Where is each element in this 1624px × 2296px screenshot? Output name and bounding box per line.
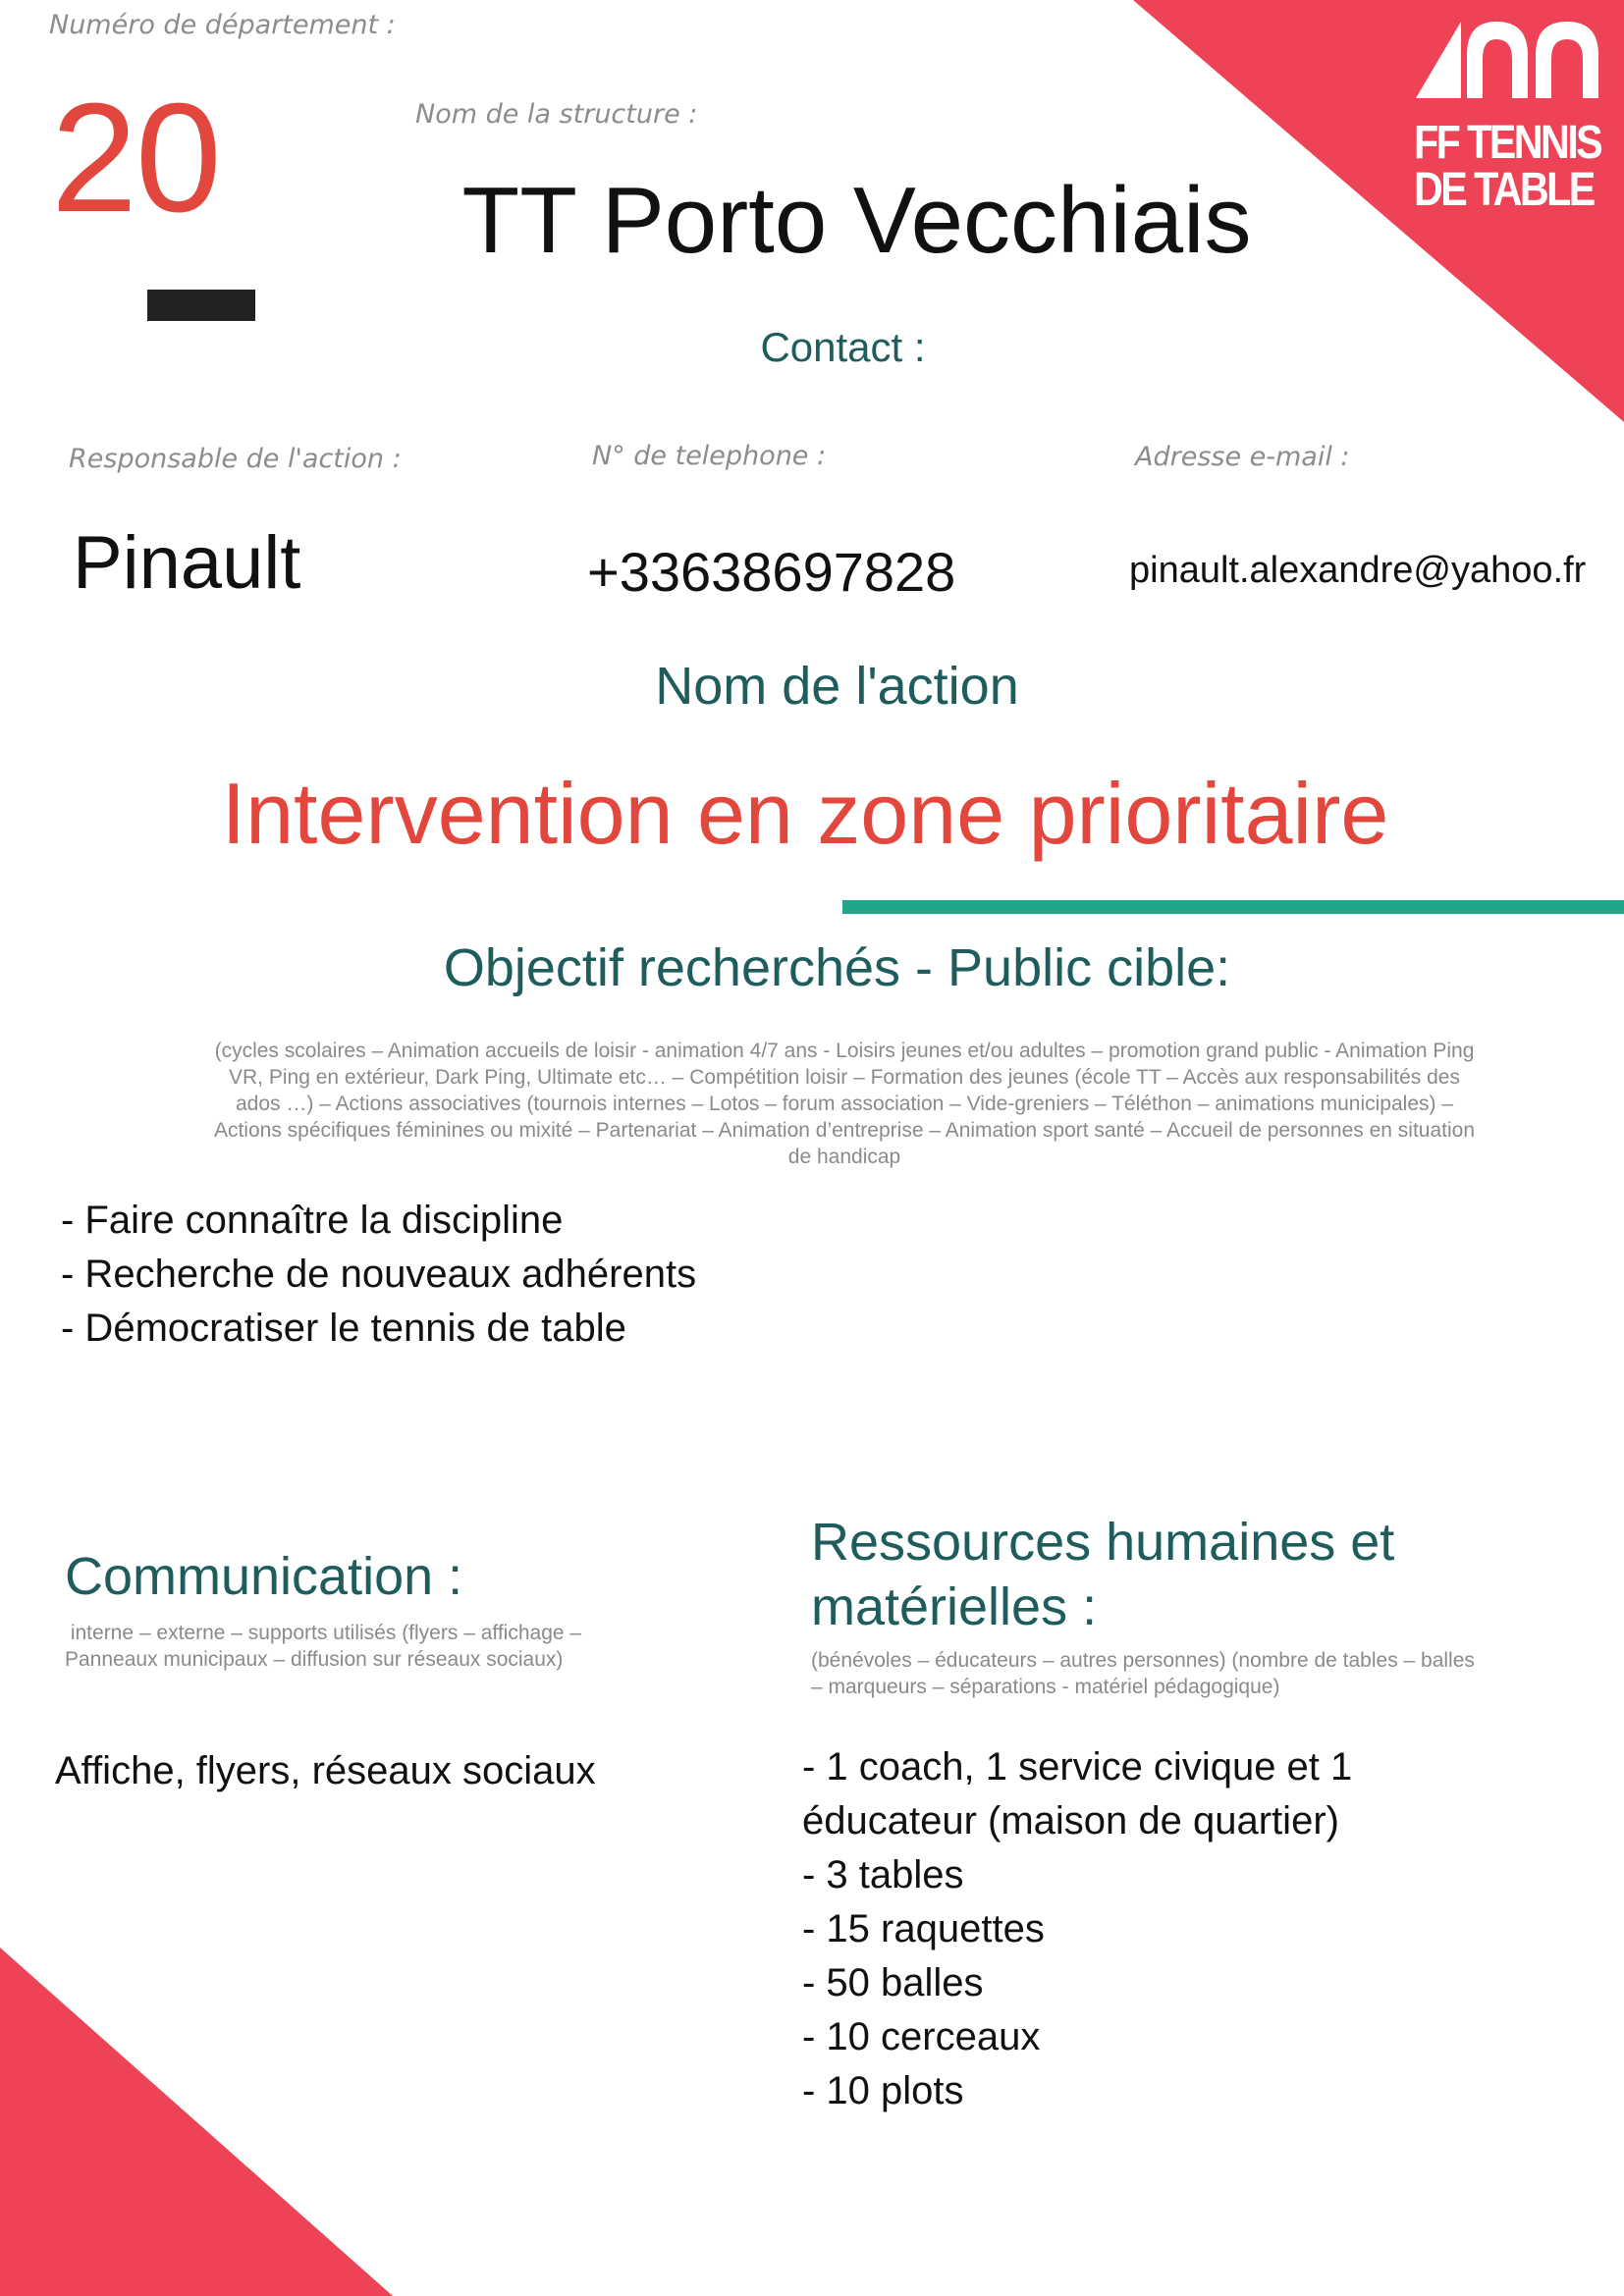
action-name: Intervention en zone prioritaire <box>221 765 1389 862</box>
bottom-left-corner <box>0 1948 393 2296</box>
department-underline-bar <box>147 290 255 321</box>
structure-label: Nom de la structure : <box>415 99 698 130</box>
resources-description-line: (bénévoles – éducateurs – autres personnes) (nombre de tables – balles <box>811 1649 1475 1672</box>
objectif-description-line: Actions spécifiques féminines ou mixité – Partenariat – Animation d’entreprise – Animation sport santé – Accueil de personnes en situation <box>213 1119 1476 1142</box>
objectif-item: - Démocratiser le tennis de table <box>61 1307 626 1350</box>
resources-description <box>811 1647 1538 1700</box>
communication-heading: Communication : <box>65 1547 463 1606</box>
objectif-heading: Objectif recherchés - Public cible: <box>443 938 1231 997</box>
resources-item: éducateur (maison de quartier) <box>802 1799 1339 1842</box>
communication-description-line: interne – externe – supports utilisés (flyers – affichage – <box>65 1622 582 1644</box>
communication-description <box>65 1620 634 1673</box>
phone-label: N° de telephone : <box>592 441 827 471</box>
section-divider <box>842 900 1624 914</box>
resources-item: - 3 tables <box>802 1853 964 1896</box>
resources-item: - 10 cerceaux <box>802 2015 1041 2058</box>
resources-item: - 1 coach, 1 service civique et 1 <box>802 1745 1353 1789</box>
communication-value: Affiche, flyers, réseaux sociaux <box>55 1749 596 1792</box>
phone-value: +33638697828 <box>587 541 956 603</box>
resources-heading <box>811 1510 1518 1639</box>
fftt-logo <box>1414 16 1610 216</box>
action-heading: Nom de l'action <box>655 657 1019 716</box>
department-label: Numéro de département : <box>49 10 396 40</box>
email-label: Adresse e-mail : <box>1135 442 1350 472</box>
structure-name: TT Porto Vecchiais <box>461 168 1252 273</box>
objectif-description-line: (cycles scolaires – Animation accueils de loisir - animation 4/7 ans - Loisirs jeunes et/ou adultes – promotion grand public - Animation Ping <box>214 1040 1475 1062</box>
objectif-description-line: VR, Ping en extérieur, Dark Ping, Ultimate etc… – Compétition loisir – Formation des jeunes (école TT – Accès aux responsabilités des <box>229 1066 1460 1089</box>
resources-list <box>802 1740 1509 2118</box>
responsible-label: Responsable de l'action : <box>69 444 402 474</box>
responsible-value: Pinault <box>73 521 301 605</box>
communication-description-line: Panneaux municipaux – diffusion sur réseaux sociaux) <box>65 1648 564 1671</box>
resources-item: - 50 balles <box>802 1961 984 2004</box>
resources-description-line: – marqueurs – séparations - matériel pédagogique) <box>811 1676 1280 1698</box>
contact-title: Contact : <box>760 324 926 370</box>
email-value: pinault.alexandre@yahoo.fr <box>1129 550 1587 591</box>
objectif-list <box>61 1194 696 1356</box>
resources-heading-line: matérielles : <box>811 1577 1098 1636</box>
objectif-description-line: ados …) – Actions associatives (tournois internes – Lotos – forum association – Vide-greniers – Téléthon – animations municipales) – <box>235 1093 1454 1115</box>
fftt-logo-line1: FF TENNIS <box>1414 117 1601 169</box>
fftt-logo-line2: DE TABLE <box>1414 164 1594 216</box>
resources-item: - 15 raquettes <box>802 1907 1045 1950</box>
objectif-description <box>167 1038 1522 1170</box>
fftt-logo-mark-icon <box>1414 16 1610 104</box>
objectif-item: - Faire connaître la discipline <box>61 1199 564 1242</box>
resources-heading-line: Ressources humaines et <box>811 1513 1395 1572</box>
objectif-item: - Recherche de nouveaux adhérents <box>61 1253 697 1296</box>
resources-item: - 10 plots <box>802 2069 964 2112</box>
objectif-description-line: de handicap <box>787 1146 901 1168</box>
department-number: 20 <box>51 72 220 244</box>
